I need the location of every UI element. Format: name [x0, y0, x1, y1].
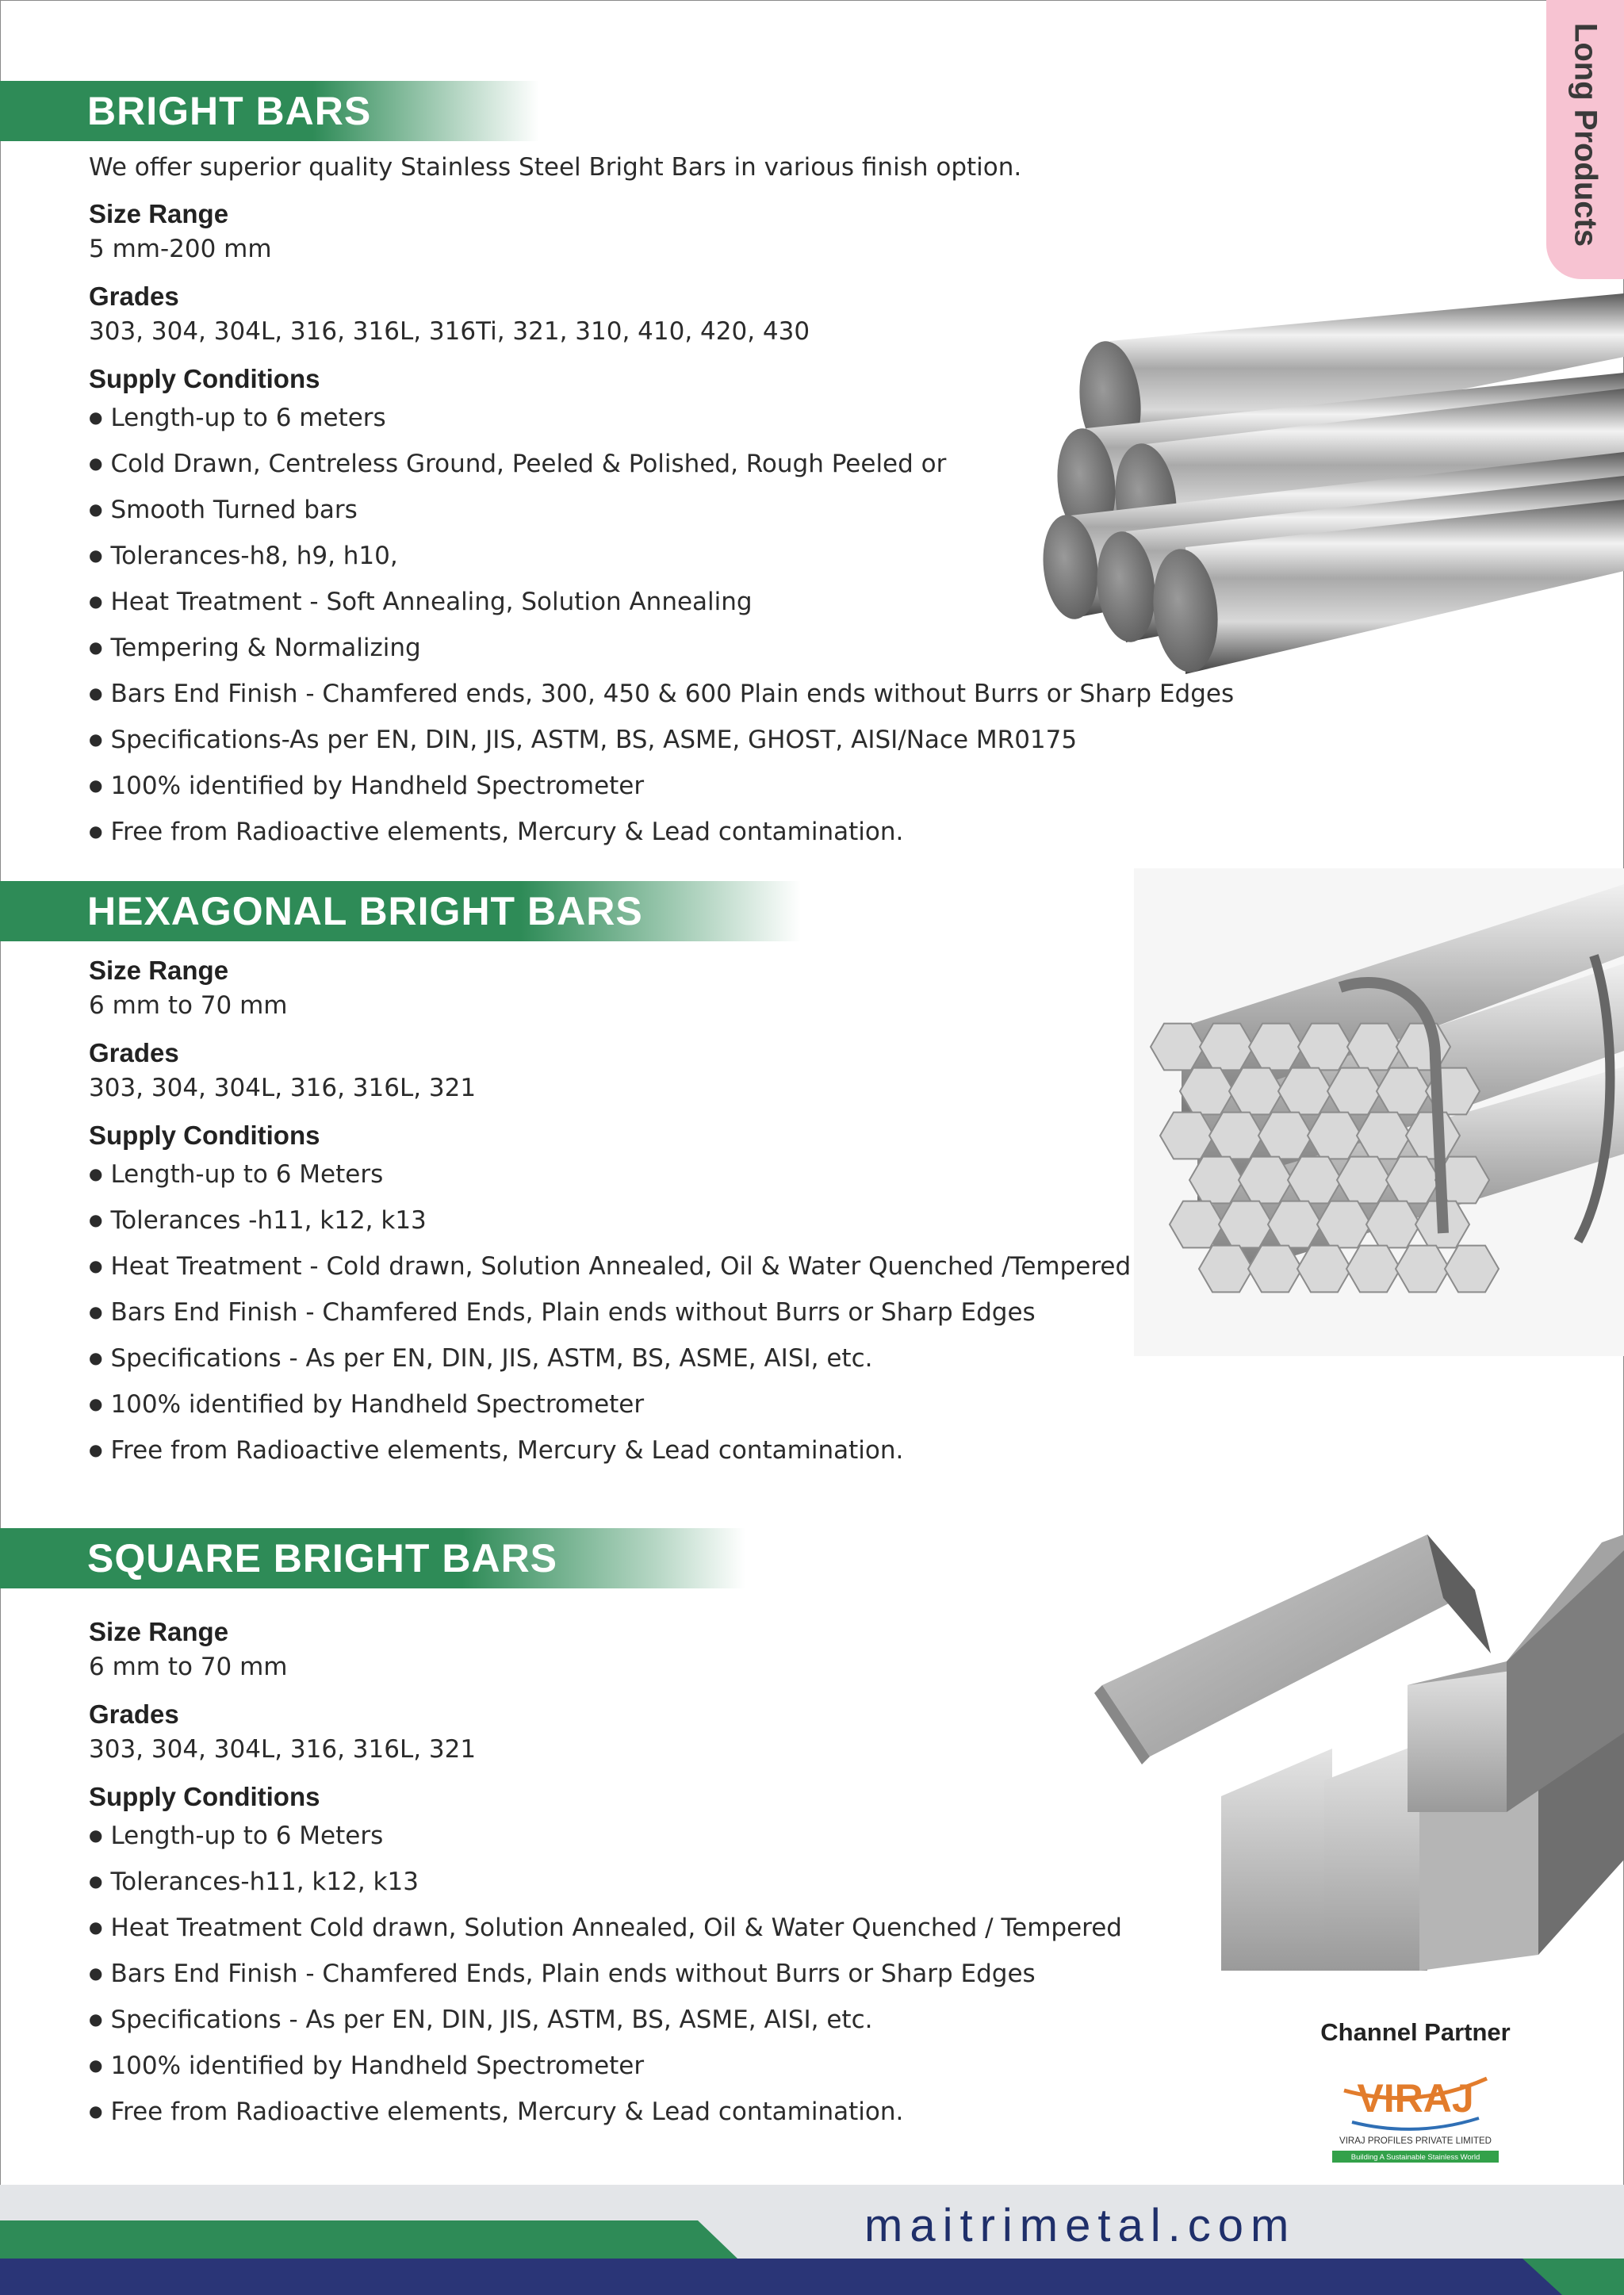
bright-bars-banner [0, 81, 539, 141]
side-tab-label: Long Products [1568, 22, 1603, 247]
size-range-heading: Size Range [89, 956, 229, 985]
list-item: ● Specifications - As per EN, DIN, JIS, ASTM, BS, ASME, AISI, etc. [89, 1337, 1215, 1383]
size-range-heading: Size Range [89, 199, 229, 228]
hexagonal-bars-section [89, 953, 1215, 1475]
footer-band [0, 2185, 1624, 2295]
hexagonal-bars-image [1134, 868, 1624, 1356]
viraj-tagline: Building A Sustainable Stainless World [1350, 2153, 1480, 2162]
channel-partner-label: Channel Partner [1320, 2018, 1511, 2046]
list-item: ● Smooth Turned bars [89, 489, 1215, 534]
long-products-tab [1546, 0, 1624, 279]
list-item: ● Length-up to 6 meters [89, 397, 1215, 443]
list-item: ● Cold Drawn, Centreless Ground, Peeled & Polished, Rough Peeled or [89, 443, 1215, 489]
grades-heading: Grades [89, 1038, 179, 1067]
bright-bars-intro: We offer superior quality Stainless Steel Bright Bars in various finish option. [89, 153, 1022, 182]
list-item: ● Bars End Finish - Chamfered Ends, Plain ends without Burrs or Sharp Edges [89, 1291, 1215, 1337]
grades-heading: Grades [89, 1699, 179, 1729]
round-bars-image [1039, 285, 1624, 682]
grades-value: 303, 304, 304L, 316, 316L, 316Ti, 321, 310, 410, 420, 430 [89, 317, 810, 346]
supply-conditions-list [89, 1814, 1215, 2136]
size-range-value: 6 mm to 70 mm [89, 1653, 288, 1681]
list-item: ● 100% identified by Handheld Spectrometer [89, 764, 1215, 810]
list-item: ● Heat Treatment - Cold drawn, Solution Annealed, Oil & Water Quenched /Tempered [89, 1245, 1215, 1291]
size-range-value: 6 mm to 70 mm [89, 991, 288, 1020]
supply-conditions-heading: Supply Conditions [89, 1121, 320, 1150]
square-bars-image [1094, 1527, 1624, 1987]
supply-conditions-heading: Supply Conditions [89, 364, 320, 393]
square-bars-title: SQUARE BRIGHT BARS [87, 1536, 558, 1580]
supply-conditions-list [89, 1153, 1215, 1475]
list-item: ● Tolerances -h11, k12, k13 [89, 1199, 1215, 1245]
grades-heading: Grades [89, 282, 179, 311]
list-item: ● Specifications - As per EN, DIN, JIS, ASTM, BS, ASME, AISI, etc. [89, 1998, 1215, 2044]
list-item: ● Free from Radioactive elements, Mercury & Lead contamination. [89, 810, 1215, 856]
list-item: ● Heat Treatment Cold drawn, Solution Annealed, Oil & Water Quenched / Tempered [89, 1906, 1215, 1952]
list-item: ● Tolerances-h11, k12, k13 [89, 1860, 1215, 1906]
size-range-value: 5 mm-200 mm [89, 235, 272, 263]
channel-partner [1300, 2018, 1530, 2169]
size-range-heading: Size Range [89, 1617, 229, 1646]
list-item: ● Free from Radioactive elements, Mercury & Lead contamination. [89, 2090, 1215, 2136]
list-item: ● Heat Treatment - Soft Annealing, Solution Annealing [89, 580, 1215, 626]
hexagonal-bars-banner [0, 881, 801, 941]
footer-url[interactable]: maitrimetal.com [864, 2200, 1297, 2251]
supply-conditions-heading: Supply Conditions [89, 1782, 320, 1811]
viraj-logo [1328, 2055, 1503, 2166]
list-item: ● Bars End Finish - Chamfered Ends, Plain ends without Burrs or Sharp Edges [89, 1952, 1215, 1998]
hexagonal-bars-title: HEXAGONAL BRIGHT BARS [87, 889, 643, 933]
list-item: ● Free from Radioactive elements, Mercury & Lead contamination. [89, 1429, 1215, 1475]
list-item: ● Bars End Finish - Chamfered ends, 300, 450 & 600 Plain ends without Burrs or Sharp Edges [89, 672, 1215, 718]
square-bars-banner [0, 1528, 745, 1588]
list-item: ● Tempering & Normalizing [89, 626, 1215, 672]
bright-bars-title: BRIGHT BARS [87, 89, 372, 133]
grades-value: 303, 304, 304L, 316, 316L, 321 [89, 1735, 477, 1764]
square-bars-section [89, 1615, 1215, 2136]
list-item: ● Specifications-As per EN, DIN, JIS, ASTM, BS, ASME, GHOST, AISI/Nace MR0175 [89, 718, 1215, 764]
viraj-logo-text: VIRAJ [1357, 2076, 1474, 2121]
list-item: ● Length-up to 6 Meters [89, 1153, 1215, 1199]
list-item: ● Length-up to 6 Meters [89, 1814, 1215, 1860]
list-item: ● 100% identified by Handheld Spectrometer [89, 2044, 1215, 2090]
grades-value: 303, 304, 304L, 316, 316L, 321 [89, 1074, 477, 1102]
list-item: ● 100% identified by Handheld Spectrometer [89, 1383, 1215, 1429]
viraj-company-name: VIRAJ PROFILES PRIVATE LIMITED [1339, 2136, 1492, 2146]
list-item: ● Tolerances-h8, h9, h10, [89, 534, 1215, 580]
